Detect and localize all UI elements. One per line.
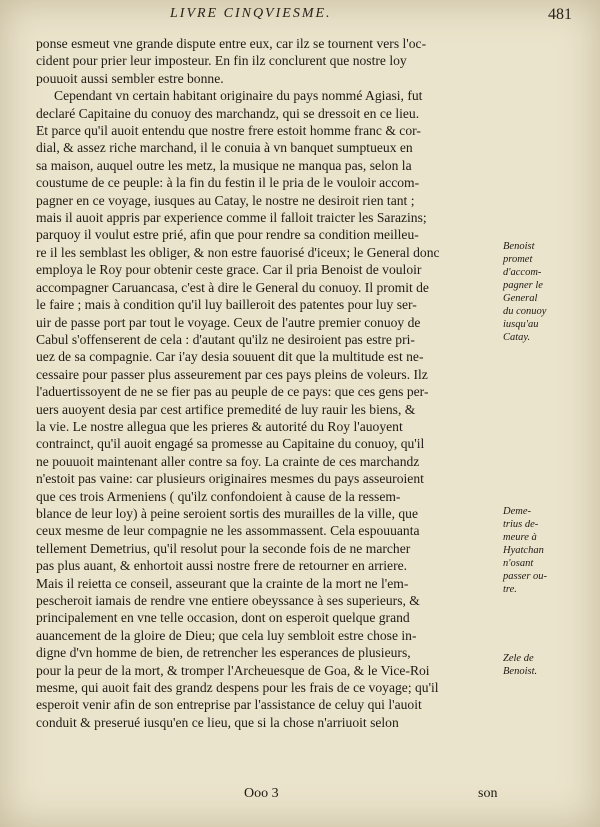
text-line: le faire ; mais à condition qu'il luy bailleroit des patentes pour luy ser- xyxy=(36,297,417,313)
text-line: digne d'vn homme de bien, de retrencher les esperances de plusieurs, xyxy=(36,645,411,661)
text-line: la vie. Le nostre allegua que les prieres & autorité du Roy l'auoyent xyxy=(36,418,403,434)
text-line: employa le Roy pour obtenir ceste grace. Car il pria Benoist de vouloir xyxy=(36,262,422,278)
text-line: n'estoit pas vaine: car plusieurs originaires mesmes du pays asseuroient xyxy=(36,471,424,487)
margin-note-line: tre. xyxy=(503,584,517,595)
text-line: uir de passe port par tout le voyage. Ceux de l'autre premier conuoy de xyxy=(36,314,421,330)
text-line: contrainct, qu'il auoit engagé sa promesse au Capitaine du conuoy, qu'il xyxy=(36,436,425,452)
text-line: esperoit venir afin de son entreprise par l'assistance de celuy qui l'auoit xyxy=(36,697,422,713)
text-line: blance de leur loy) à peine seroient sortis des murailles de la ville, que xyxy=(36,505,419,521)
margin-note-line: trius de- xyxy=(503,519,539,530)
page-header xyxy=(0,4,600,30)
margin-note-line: du conuoy xyxy=(503,306,547,317)
text-line: cessaire pour passer plus asseurement par ces pays pleins de voleurs. Ilz xyxy=(36,366,428,382)
text-line: l'aduertissoyent de ne se fier pas au peuple de ce pays: que ces gens per- xyxy=(36,384,429,400)
text-line: uez de sa compagnie. Car i'ay desia souuent dit que la multitude est ne- xyxy=(36,349,424,365)
text-line: pagner en ce voyage, iusques au Catay, le nostre ne desiroit rien tant ; xyxy=(36,192,415,208)
margin-note-line: pagner le xyxy=(503,280,543,291)
text-line: conduit & preserué iusqu'en ce lieu, que si la chose n'arriuoit selon xyxy=(36,714,399,730)
text-line: pas plus auant, & enhortoit aussi nostre frere de retourner en arriere. xyxy=(36,558,408,574)
text-line: mais il auoit appris par experience comme il falloit traicter les Sarazins; xyxy=(36,210,427,226)
margin-note-line: Catay. xyxy=(503,332,531,343)
text-line: auancement de la gloire de Dieu; que cela luy sembloit estre chose in- xyxy=(36,627,417,643)
text-line: principalement en vne telle occasion, dont on esperoit quelque grand xyxy=(36,610,410,626)
margin-note-line: promet xyxy=(503,254,533,265)
text-line: tellement Demetrius, qu'il resolut pour la seconde fois de ne marcher xyxy=(36,540,411,556)
text-line: accompagner Caruancasa, c'est à dire le General du conuoy. Il promit de xyxy=(36,279,429,295)
text-line: pouuoit aussi sembler estre bonne. xyxy=(36,70,224,86)
text-line: uers auoyent desia par cest artifice premedité de luy rauir les biens, & xyxy=(36,401,416,417)
body-text xyxy=(36,35,494,731)
text-line: declaré Capitaine du conuoy des marchandz, qui se dressoit en ce lieu. xyxy=(36,105,420,121)
text-line: coustume de ce peuple: à la fin du festin il le pria de le vouloir accom- xyxy=(36,175,420,191)
margin-note xyxy=(503,240,595,344)
margin-note-line: Hyatchan xyxy=(503,545,544,556)
running-title: LIVRE CINQVIESME. xyxy=(170,6,332,21)
text-line: que ces trois Armeniens ( qu'ilz confondoient à cause de la ressem- xyxy=(36,488,401,504)
margin-note-line: Zele de xyxy=(503,653,534,664)
margin-note-line: n'osant xyxy=(503,558,534,569)
margin-note-line: iusqu'au xyxy=(503,319,539,330)
text-line: Cependant vn certain habitant originaire du pays nommé Agiasi, fut xyxy=(54,88,423,104)
text-line: ponse esmeut vne grande dispute entre eux, car ilz se tournent vers l'oc- xyxy=(36,36,427,51)
text-line: mesme, qui auoit fait des grandz despens pour les frais de ce voyage; qu'il xyxy=(36,680,439,696)
text-line: Mais il reietta ce conseil, asseurant que la crainte de la mort ne l'em- xyxy=(36,575,409,591)
text-line: re il les semblast les obliger, & non estre fauorisé d'iceux; le General donc xyxy=(36,244,440,260)
page-number: 481 xyxy=(548,6,572,23)
text-line: ceux mesme de leur compagnie ne les assommassent. Cela espouuanta xyxy=(36,523,420,539)
text-line: dial, & assez riche marchand, il le conuia à vn banquet sumptueux en xyxy=(36,140,413,156)
text-line: pour la peur de la mort, & tromper l'Archeuesque de Goa, & le Vice-Roi xyxy=(36,662,430,678)
margin-note-line: Benoist. xyxy=(503,666,538,677)
margin-note-line: Benoist xyxy=(503,241,535,252)
margin-note-line: General xyxy=(503,293,538,304)
catchword: son xyxy=(478,786,498,801)
text-line: parquoy il voulut estre prié, afin que pour rendre sa condition meilleu- xyxy=(36,227,419,243)
margin-note-line: d'accom- xyxy=(503,267,542,278)
text-line: sa maison, auquel outre les metz, la musique ne manqua pas, selon la xyxy=(36,157,412,173)
margin-note xyxy=(503,652,595,678)
margin-note-line: passer ou- xyxy=(503,571,548,582)
signature-mark: Ooo 3 xyxy=(244,786,279,801)
text-line: cident pour prier leur imposteur. En fin ilz conclurent que nostre loy xyxy=(36,53,407,69)
text-line: ne pouuoit maintenant aller contre sa foy. La crainte de ces marchandz xyxy=(36,453,420,469)
text-line: Et parce qu'il auoit entendu que nostre frere estoit homme franc & cor- xyxy=(36,123,421,139)
margin-note-line: Deme- xyxy=(503,506,531,517)
text-line: pescheroit iamais de rendre vne entiere obeyssance à ses superieurs, & xyxy=(36,593,420,608)
margin-note-line: meure à xyxy=(503,532,537,543)
text-line: Cabul s'offenserent de cela : d'autant qu'ilz ne desiroient pas estre pri- xyxy=(36,331,415,347)
margin-note xyxy=(503,505,595,596)
